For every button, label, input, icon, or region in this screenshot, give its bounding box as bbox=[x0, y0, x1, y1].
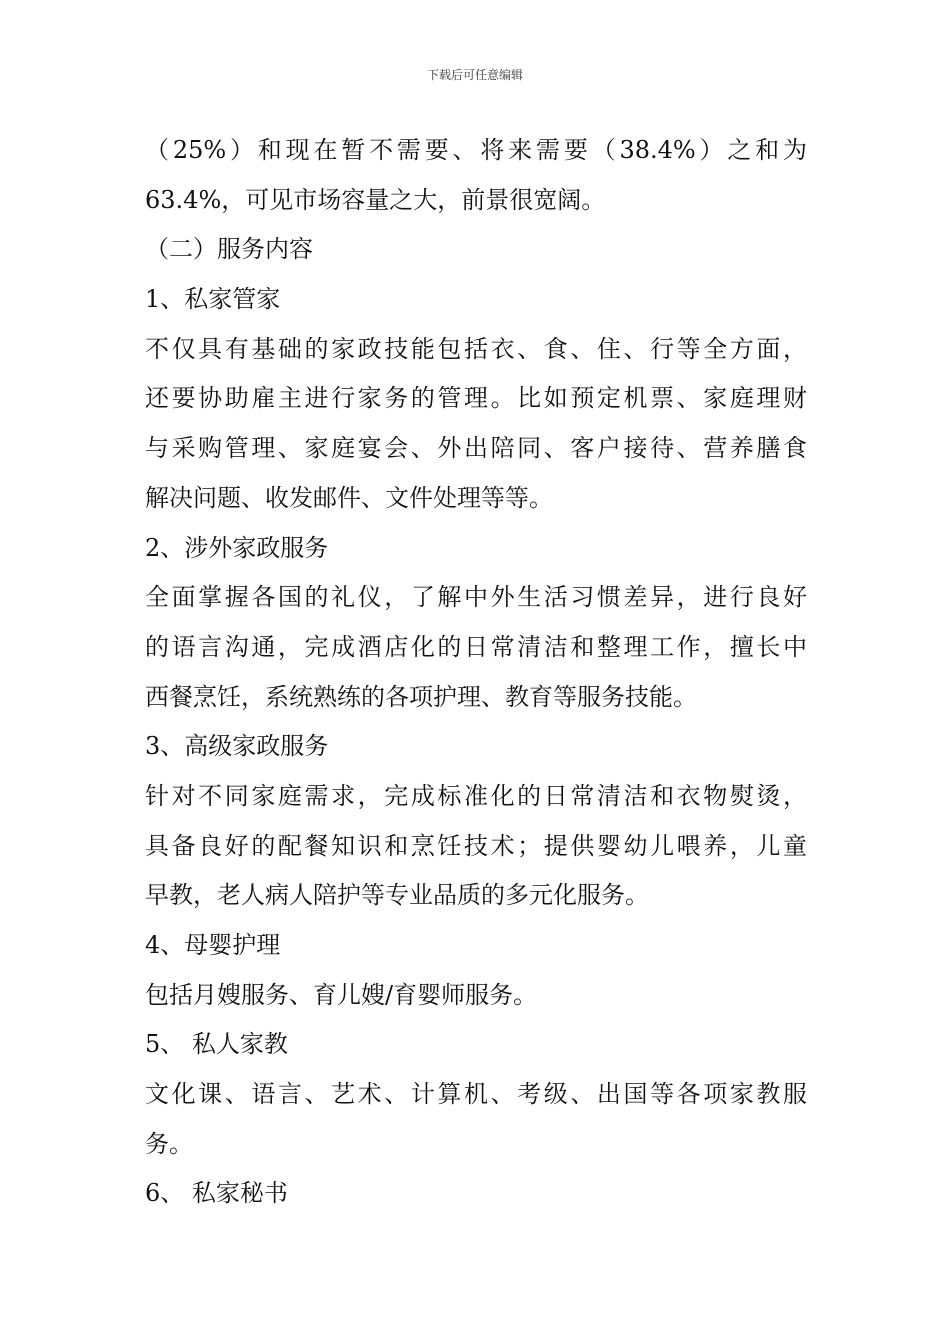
item-heading: 5、 私人家教 bbox=[145, 1030, 288, 1059]
paragraph-line: 63.4%，可见市场容量之大，前景很宽阔。 bbox=[145, 185, 606, 214]
item-heading: 1、私家管家 bbox=[145, 285, 281, 314]
item-heading: 2、涉外家政服务 bbox=[145, 533, 329, 562]
paragraph-line: 文化课、语言、艺术、计算机、考级、出国等各项家教服 bbox=[145, 1080, 807, 1109]
item-heading: 4、母婴护理 bbox=[145, 931, 281, 959]
paragraph-line: 具备良好的配餐知识和烹饪技术；提供婴幼儿喂养，儿童 bbox=[145, 831, 807, 860]
page-header-note: 下载后可任意编辑 bbox=[426, 68, 523, 82]
paragraph-line: 全面掌握各国的礼仪，了解中外生活习惯差异，进行良好 bbox=[145, 583, 807, 612]
section-heading: （二）服务内容 bbox=[145, 235, 313, 264]
paragraph-line: 早教，老人病人陪护等专业品质的多元化服务。 bbox=[145, 881, 649, 910]
paragraph-line: 与采购管理、家庭宴会、外出陪同、客户接待、营养膳食 bbox=[145, 434, 807, 463]
paragraph-line: 不仅具有基础的家政技能包括衣、食、住、行等全方面， bbox=[145, 334, 807, 363]
paragraph-line: （25%）和现在暂不需要、将来需要（38.4%）之和为 bbox=[145, 136, 807, 164]
paragraph-line: 西餐烹饪，系统熟练的各项护理、教育等服务技能。 bbox=[145, 682, 697, 711]
paragraph-line: 包括月嫂服务、育儿嫂/育婴师服务。 bbox=[145, 980, 538, 1009]
paragraph-line: 还要协助雇主进行家务的管理。比如预定机票、家庭理财 bbox=[145, 384, 807, 413]
paragraph-line: 的语言沟通，完成酒店化的日常清洁和整理工作，擅长中 bbox=[145, 632, 807, 661]
item-heading: 6、 私家秘书 bbox=[145, 1179, 288, 1208]
item-heading: 3、高级家政服务 bbox=[145, 732, 329, 761]
paragraph-line: 解决问题、收发邮件、文件处理等等。 bbox=[145, 483, 553, 512]
paragraph-line: 务。 bbox=[145, 1129, 193, 1158]
paragraph-line: 针对不同家庭需求，完成标准化的日常清洁和衣物熨烫， bbox=[145, 781, 807, 810]
document-body bbox=[145, 126, 807, 1219]
